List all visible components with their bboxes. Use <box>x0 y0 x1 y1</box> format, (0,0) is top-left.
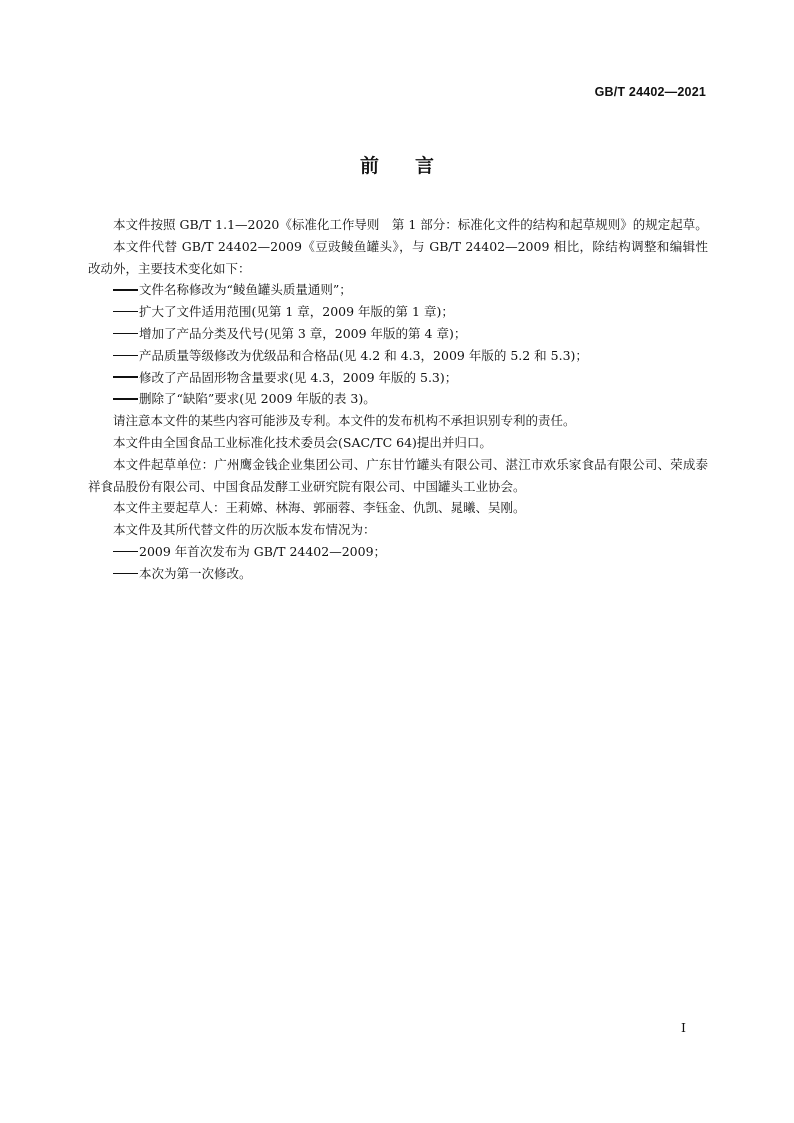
dash-mark <box>113 551 138 553</box>
list-item-text: 增加了产品分类及代号(见第 3 章，2009 年版的第 4 章)； <box>139 325 467 341</box>
standard-number: GB/T 24402—2021 <box>594 85 706 99</box>
list-item <box>88 388 708 410</box>
paragraph-history-intro: 本文件及其所代替文件的历次版本发布情况为： <box>113 522 376 538</box>
paragraph-drafting-units: 本文件起草单位：广州鹰金钱企业集团公司、广东甘竹罐头有限公司、湛江市欢乐家食品有限公司、荣成泰祥食品股份有限公司、中国食品发酵工业研究院有限公司、中国罐头工业协会。 <box>88 456 708 494</box>
list-item <box>88 301 708 323</box>
list-item <box>88 541 708 563</box>
paragraph-proposer: 本文件由全国食品工业标准化技术委员会(SAC/TC 64)提出并归口。 <box>113 434 492 450</box>
paragraph-replacement: 本文件代替 GB/T 24402—2009《豆豉鲮鱼罐头》，与 GB/T 24402—2009 相比，除结构调整和编辑性改动外，主要技术变化如下： <box>88 238 708 276</box>
list-item <box>88 563 708 585</box>
dash-mark <box>113 398 138 400</box>
list-item <box>88 367 708 389</box>
list-item <box>88 345 708 367</box>
paragraph-patent-notice: 请注意本文件的某些内容可能涉及专利。本文件的发布机构不承担识别专利的责任。 <box>113 413 576 429</box>
list-item-text: 删除了“缺陷”要求(见 2009 年版的表 3)。 <box>139 391 376 407</box>
page-title: 前言 <box>359 155 470 177</box>
foreword-body <box>88 214 708 585</box>
dash-mark <box>113 311 138 313</box>
dash-mark <box>113 355 138 357</box>
dash-mark <box>113 289 138 291</box>
dash-mark <box>113 333 138 335</box>
history-list <box>88 541 708 585</box>
page-number: I <box>681 1020 686 1035</box>
list-item <box>88 279 708 301</box>
changes-list <box>88 279 708 410</box>
dash-mark <box>113 573 138 575</box>
paragraph-drafting-rules: 本文件按照 GB/T 1.1—2020《标准化工作导则 第 1 部分：标准化文件的结构和起草规则》的规定起草。 <box>113 217 708 232</box>
list-item-text: 本次为第一次修改。 <box>139 565 252 581</box>
dash-mark <box>113 376 138 378</box>
list-item-text: 修改了产品固形物含量要求(见 4.3，2009 年版的 5.3)； <box>139 369 458 385</box>
list-item-text: 文件名称修改为“鲮鱼罐头质量通则”； <box>139 282 352 298</box>
list-item <box>88 323 708 345</box>
list-item-text: 产品质量等级修改为优级品和合格品(见 4.2 和 4.3，2009 年版的 5.2 和 5.3)； <box>139 347 588 363</box>
list-item-text: 扩大了文件适用范围(见第 1 章，2009 年版的第 1 章)； <box>139 304 454 320</box>
list-item-text: 2009 年首次发布为 GB/T 24402—2009； <box>139 543 387 559</box>
paragraph-drafters: 本文件主要起草人：王莉嫦、林海、郭丽蓉、李钰金、仇凯、晁曦、吴刚。 <box>113 500 526 516</box>
